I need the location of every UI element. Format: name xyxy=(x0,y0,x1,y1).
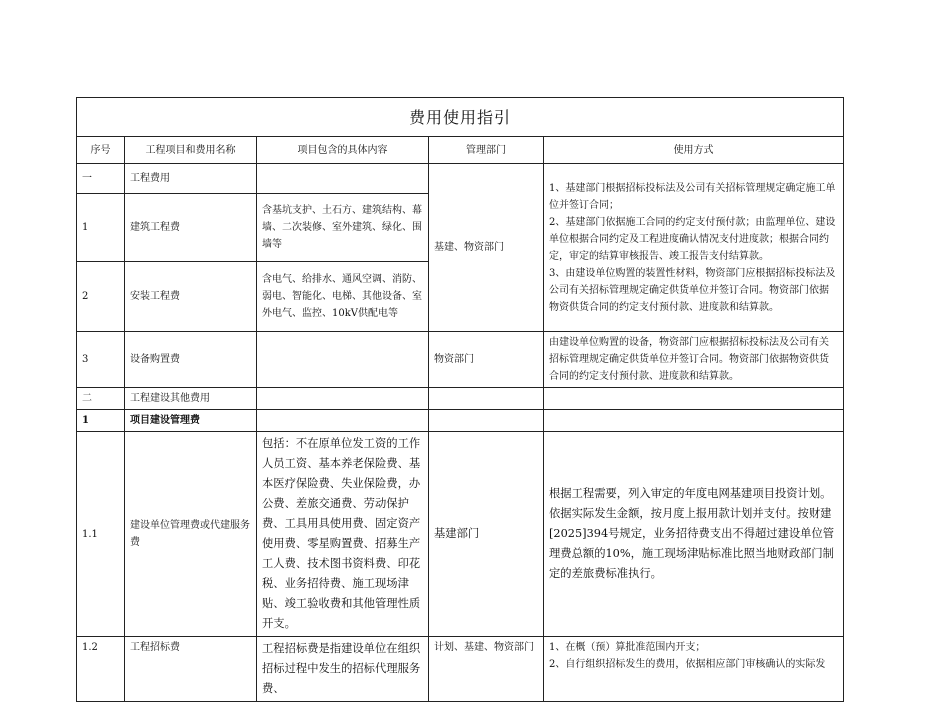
row-name: 设备购置费 xyxy=(125,332,257,388)
header-row xyxy=(77,137,844,164)
row-content: 包括：不在原单位发工资的工作人员工资、基本养老保险费、基本医疗保险费、失业保险费，办公费、差旅交通费、劳动保护费、工具用具使用费、固定资产使用费、零星购置费、招募生产工人费、技术图书资料费、印花税、业务招待费、施工现场津贴、竣工验收费和其他管理性质开支。 xyxy=(257,432,429,637)
table-row xyxy=(77,388,844,410)
row-usage xyxy=(544,410,844,432)
table-row xyxy=(77,410,844,432)
row-name: 工程招标费 xyxy=(125,637,257,702)
row-dept xyxy=(429,410,544,432)
row-usage: 由建设单位购置的设备，物资部门应根据招标投标法及公司有关招标管理规定确定供货单位并签订合同。物资部门依据物资供货合同的约定支付预付款、进度款和结算款。 xyxy=(544,332,844,388)
row-usage: 根据工程需要，列入审定的年度电网基建项目投资计划。依据实际发生金额，按月度上报用款计划并支付。按财建[2025]394号规定，业务招待费支出不得超过建设单位管理费总额的10%，施工现场津贴标准比照当地财政部门制定的差旅费标准执行。 xyxy=(544,432,844,637)
table-row xyxy=(77,332,844,388)
table-row xyxy=(77,164,844,194)
row-content xyxy=(257,332,429,388)
row-no: 3 xyxy=(77,332,125,388)
row-content xyxy=(257,164,429,194)
row-content: 工程招标费是指建设单位在组织招标过程中发生的招标代理服务费、 xyxy=(257,637,429,702)
row-name: 工程建设其他费用 xyxy=(125,388,257,410)
row-dept: 基建、物资部门 xyxy=(429,164,544,332)
row-dept xyxy=(429,388,544,410)
title-row xyxy=(77,98,844,137)
row-content: 含基坑支护、土石方、建筑结构、幕墙、二次装修、室外建筑、绿化、围墙等 xyxy=(257,194,429,262)
row-no: 一 xyxy=(77,164,125,194)
table-row xyxy=(77,637,844,702)
row-no: 1 xyxy=(77,410,125,432)
row-dept: 物资部门 xyxy=(429,332,544,388)
row-usage xyxy=(544,388,844,410)
header-no: 序号 xyxy=(77,137,125,164)
header-content: 项目包含的具体内容 xyxy=(257,137,429,164)
row-no: 2 xyxy=(77,262,125,332)
row-no: 1.2 xyxy=(77,637,125,702)
fee-guide-table xyxy=(76,97,844,702)
row-name: 工程费用 xyxy=(125,164,257,194)
row-dept: 基建部门 xyxy=(429,432,544,637)
row-content: 含电气、给排水、通风空调、消防、弱电、智能化、电梯、其他设备、室外电气、监控、10kV供配电等 xyxy=(257,262,429,332)
page-title: 费用使用指引 xyxy=(77,98,844,137)
header-dept: 管理部门 xyxy=(429,137,544,164)
row-no: 1.1 xyxy=(77,432,125,637)
row-name: 安装工程费 xyxy=(125,262,257,332)
table-row xyxy=(77,432,844,637)
row-no: 1 xyxy=(77,194,125,262)
row-dept: 计划、基建、物资部门 xyxy=(429,637,544,702)
row-usage: 1、基建部门根据招标投标法及公司有关招标管理规定确定施工单位并签订合同； 2、基建部门依据施工合同的约定支付预付款；由监理单位、建设单位根据合同约定及工程进度确认情况支付进度款；根据合同约定，审定的结算审核报告、竣工报告支付结算款。 3、由建设单位购置的装置性材料，物资部门应根据招标投标法及公司有关招标管理规定确定供货单位并签订合同。物资部门依据物资供货合同的约定支付预付款、进度款和结算款。 xyxy=(544,164,844,332)
row-name: 项目建设管理费 xyxy=(125,410,257,432)
header-usage: 使用方式 xyxy=(544,137,844,164)
row-content xyxy=(257,410,429,432)
row-usage: 1、在概（预）算批准范围内开支； 2、自行组织招标发生的费用，依据相应部门审核确认的实际发 xyxy=(544,637,844,702)
header-name: 工程项目和费用名称 xyxy=(125,137,257,164)
row-content xyxy=(257,388,429,410)
row-name: 建筑工程费 xyxy=(125,194,257,262)
row-name: 建设单位管理费或代建服务费 xyxy=(125,432,257,637)
row-no: 二 xyxy=(77,388,125,410)
